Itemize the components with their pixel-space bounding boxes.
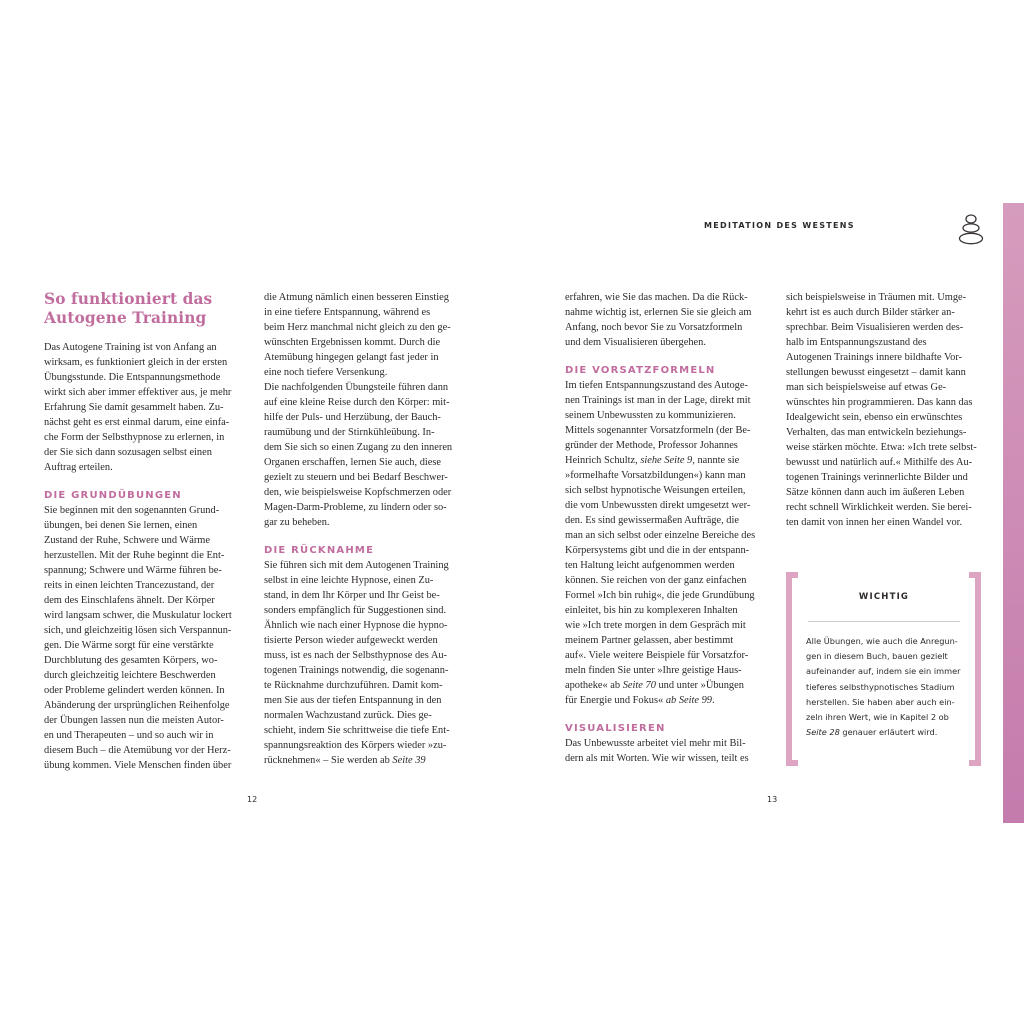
text-line: sich, und gleichzeitig lösen sich Verspannun- (44, 625, 232, 636)
text-line: Sätze können dann auch im äußeren Leben (786, 487, 965, 498)
page-number-left: 12 (247, 795, 258, 804)
text-line: togenen Trainings notwendig, die sogenann- (264, 665, 449, 676)
text-line: Im tiefen Entspannungszustand des Autoge- (565, 380, 748, 391)
text-line: übungen, bei denen Sie lernen, einen (44, 520, 198, 531)
text-line: Ähnlich wie nach einer Hypnose die hypno- (264, 620, 448, 631)
text-run: Heinrich Schultz, (565, 455, 641, 466)
text-line: dem Sie sich so einen Zugang zu den inneren (264, 442, 453, 453)
text-line: gar zu beheben. (264, 517, 330, 528)
text-line: Das Unbewusste arbeitet viel mehr mit Bil- (565, 738, 746, 749)
text-run: und unter »Übungen (655, 680, 744, 691)
text-line: man sich beispielsweise auf etwas Ge- (786, 382, 947, 393)
text-line: wünschten Ergebnissen kommt. Durch die (264, 337, 441, 348)
text-line: Alle Übungen, wie auch die Anregun- (806, 636, 958, 646)
text-line: Organen erschaffen, lernen Sie auch, diese (264, 457, 442, 468)
text-line: muss, ist es nach der Selbsthypnose des Au- (264, 650, 447, 661)
text-line: Verhalten, das man entwickeln beziehungs- (786, 427, 967, 438)
text-line: Atemübung hingegen gelangt fast jeder in (264, 352, 439, 363)
text-line: ten damit von innen her einen Wandel vor. (786, 517, 963, 528)
text-line: gründer der Methode, Professor Johannes (565, 440, 738, 451)
column-4 (786, 290, 986, 530)
page-reference: Seite 39 (392, 755, 426, 766)
column-2 (264, 290, 464, 768)
text-line: Abänderung der ursprünglichen Reihenfolge (44, 700, 230, 711)
text-line: tieferes selbsthypnotisches Stadium (806, 681, 955, 692)
text-line (565, 678, 765, 693)
box-bracket-left (786, 572, 798, 766)
text-line: die vom Unbewussten direkt umgesetzt wer- (565, 500, 751, 511)
text-line: nen Trainings ist man in der Lage, direkt mit (565, 395, 751, 406)
text-line: dern als mit Worten. Wie wir wissen, teilt es (565, 753, 749, 764)
text-line: kehrt ist es auch durch Bilder stärker an- (786, 307, 955, 318)
page-reference: Seite 70 (622, 680, 656, 691)
running-head: MEDITATION DES WESTENS (704, 221, 855, 230)
body-paragraph (44, 503, 244, 773)
text-line: erfahren, wie Sie das machen. Da die Rück- (565, 292, 748, 303)
text-line: wünschtes hin programmieren. Das kann das (786, 397, 973, 408)
text-line: che Form der Selbsthypnose zu erlernen, in (44, 432, 225, 443)
subheading-visualisieren: VISUALISIEREN (565, 723, 666, 734)
text-run: genauer erläutert wird. (839, 727, 938, 738)
page-reference: siehe Seite 9 (640, 455, 693, 466)
text-line: tisierte Person wieder aufgeweckt werden (264, 635, 438, 646)
page-number-right: 13 (767, 795, 778, 804)
text-line: sich selbst hypnotische Weisungen erteilen, (565, 485, 746, 496)
page-reference: ab Seite 99 (665, 695, 712, 706)
page-reference: Seite 28 (806, 727, 840, 738)
text-line: können. Sie reichen von der ganz einfachen (565, 575, 747, 586)
text-line: hilfe der Puls- und Herzübung, der Bauch- (264, 412, 441, 423)
text-line: raumübung und der Stirnkühleübung. In- (264, 427, 435, 438)
text-line: übung kommen. Viele Menschen finden über (44, 760, 232, 771)
text-line: schieht, indem Sie schrittweise die tiefe Ent- (264, 725, 450, 736)
text-line: diesem Buch – die Atemübung vor der Herz- (44, 745, 231, 756)
text-line: Idealgewicht sein, ebenso ein erwünschtes (786, 412, 963, 423)
text-line: nächst geht es erst einmal darum, eine einfa- (44, 417, 230, 428)
text-line: die Atmung nämlich einen besseren Einstieg (264, 292, 449, 303)
text-line (565, 453, 765, 468)
subheading-ruecknahme: DIE RÜCKNAHME (264, 545, 375, 556)
info-box-title: WICHTIG (858, 592, 910, 602)
text-line: Übungsstunde. Die Entspannungsmethode (44, 372, 221, 383)
text-line: beim Herz manchmal nicht gleich zu den ge- (264, 322, 451, 333)
subheading-grunduebungen: DIE GRUNDÜBUNGEN (44, 490, 182, 501)
text-line: Sie beginnen mit den sogenannten Grund- (44, 505, 220, 516)
text-line: herzustellen. Mit der Ruhe beginnt die Ent- (44, 550, 225, 561)
body-paragraph (565, 290, 765, 350)
text-line: sprechbar. Beim Visualisieren werden des- (786, 322, 964, 333)
text-line: Durchblutung des gesamten Körpers, wo- (44, 655, 218, 666)
text-line: gen in diesem Buch, bauen gezielt (806, 651, 948, 662)
text-line: men Sie aus der tiefen Entspannung in den (264, 695, 442, 706)
text-line: dem des Einschlafens ähnelt. Der Körper (44, 595, 215, 606)
text-line: Erfahrung Sie damit gesammelt haben. Zu- (44, 402, 224, 413)
text-line: auf«. Viele weitere Beispiele für Vorsatzfor- (565, 650, 749, 661)
body-paragraph (264, 290, 464, 530)
info-box-divider (808, 621, 960, 622)
text-line: normalen Wachzustand zurück. Dies ge- (264, 710, 432, 721)
text-line: eine noch tiefere Versenkung. (264, 367, 388, 378)
text-line: Das Autogene Training ist von Anfang an (44, 342, 217, 353)
body-paragraph (264, 558, 464, 768)
text-line: Zustand der Ruhe, Schwere und Wärme (44, 535, 211, 546)
text-line: herstellen. Sie haben aber auch ein- (806, 696, 955, 707)
text-line: einleitet, bis hin zu komplexeren Inhalten (565, 605, 738, 616)
text-line: reits in einen leichten Trancezustand, der (44, 580, 215, 591)
body-paragraph (565, 736, 765, 766)
text-line: sich beispielsweise in Träumen mit. Umge- (786, 292, 967, 303)
body-paragraph (786, 290, 986, 530)
text-line: en und Therapeuten – und so auch wir in (44, 730, 214, 741)
text-line: oder Probleme gelindert werden können. In (44, 685, 225, 696)
text-line: auf eine kleine Reise durch den Körper: mit- (264, 397, 450, 408)
stacked-stones-icon (955, 211, 987, 247)
text-run: für Energie und Fokus« (565, 695, 666, 706)
text-line: »formelhafte Vorsatzbildungen«) kann man (565, 470, 746, 481)
body-paragraph (565, 378, 765, 708)
text-line: aufeinander auf, indem sie ein immer (806, 666, 961, 677)
text-line: Anfang, noch bevor Sie zu Vorsatzformeln (565, 322, 743, 333)
text-line: togenen Trainings verinnerlichte Bilder und (786, 472, 968, 483)
text-line: der Übungen lassen nun die meisten Autor- (44, 715, 224, 726)
text-line: spannungsreaktion des Körpers wieder »zu- (264, 740, 447, 751)
text-line (264, 753, 464, 768)
chapter-edge-tab (1003, 203, 1024, 823)
text-line: halb im Entspannungszustand des (786, 337, 927, 348)
text-line: Die nachfolgenden Übungsteile führen dann (264, 382, 449, 393)
text-run: apotheke« ab (565, 680, 623, 691)
text-line: zeln ihren Wert, wie in Kapitel 2 ob (806, 712, 949, 723)
text-line: Sie führen sich mit dem Autogenen Training (264, 560, 449, 571)
text-line: nahme wichtig ist, erlernen Sie sie gleich am (565, 307, 752, 318)
text-line: gezielt zu steuern und bei Bedarf Beschwer- (264, 472, 448, 483)
text-line: sonders empfänglich für Suggestionen sind. (264, 605, 447, 616)
text-line: seinem Unbewussten zu kommunizieren. (565, 410, 736, 421)
text-line: meinem Partner gelassen, aber bestimmt (565, 635, 734, 646)
text-line: weise stärken möchte. Etwa: »Ich trete selbst- (786, 442, 977, 453)
text-line: wie »Ich trete morgen in dem Gespräch mit (565, 620, 746, 631)
text-line: ten Haltung leicht aufgenommen werden (565, 560, 735, 571)
text-line: gen. Die Wärme sorgt für eine verstärkte (44, 640, 214, 651)
text-line: stellungen bewusst eingesetzt – damit kann (786, 367, 966, 378)
text-line: bewusst und natürlich auf.« Mithilfe des Au- (786, 457, 973, 468)
text-line: man an sich selbst oder einzelne Bereiche des (565, 530, 756, 541)
text-line: selbst in eine leichte Hypnose, einen Zu- (264, 575, 434, 586)
text-line: Formel »Ich bin ruhig«, die jede Grundübung (565, 590, 755, 601)
text-line: Autogenen Trainings innere bildhafte Vor- (786, 352, 963, 363)
text-line: Magen-Darm-Probleme, zu lindern oder so- (264, 502, 447, 513)
section-title (44, 290, 244, 328)
text-line: den. Es sind gewissermaßen Aufträge, die (565, 515, 739, 526)
text-line: den, wie beispielsweise Kopfschmerzen oder (264, 487, 452, 498)
text-line: in eine tiefere Entspannung, während es (264, 307, 431, 318)
intro-paragraph (44, 340, 244, 475)
text-line: te Rücknahme durchzuführen. Damit kom- (264, 680, 443, 691)
section-title-line-2: Autogene Training (44, 309, 207, 327)
text-line: stand, in dem Ihr Körper und Ihr Geist be- (264, 590, 440, 601)
text-run: , nannte sie (692, 455, 740, 466)
info-box-text (806, 634, 964, 740)
section-title-line-1: So funktioniert das (44, 290, 213, 308)
text-line: Mittels sogenannter Vorsatzformeln (der Be- (565, 425, 751, 436)
text-line: durch gleichzeitig leichtere Beschwerden (44, 670, 216, 681)
text-line: der Sie sich dann sozusagen selbst einen (44, 447, 212, 458)
text-line: wirksam, es funktioniert gleich in der ersten (44, 357, 228, 368)
column-1 (44, 290, 244, 773)
text-line: wird langsam schwer, die Muskulatur lockert (44, 610, 232, 621)
column-3 (565, 290, 765, 766)
text-line (565, 693, 765, 708)
text-line: Körpersystems gibt und die in der entspann- (565, 545, 750, 556)
text-line: und dem Visualisieren übergehen. (565, 337, 706, 348)
box-bracket-right (969, 572, 981, 766)
text-line: meln finden Sie unter »Ihre geistige Haus- (565, 665, 742, 676)
text-run: rücknehmen« – Sie werden ab (264, 755, 393, 766)
text-line: recht schnell Wirklichkeit werden. Sie berei- (786, 502, 972, 513)
text-line: wirkt sich aber immer effektiver aus, je mehr (44, 387, 232, 398)
text-line: Auftrag erteilen. (44, 462, 113, 473)
subheading-vorsatzformeln: DIE VORSATZFORMELN (565, 365, 716, 376)
text-run: . (712, 695, 715, 706)
text-line (806, 725, 964, 740)
text-line: spannung; Schwere und Wärme führen be- (44, 565, 222, 576)
